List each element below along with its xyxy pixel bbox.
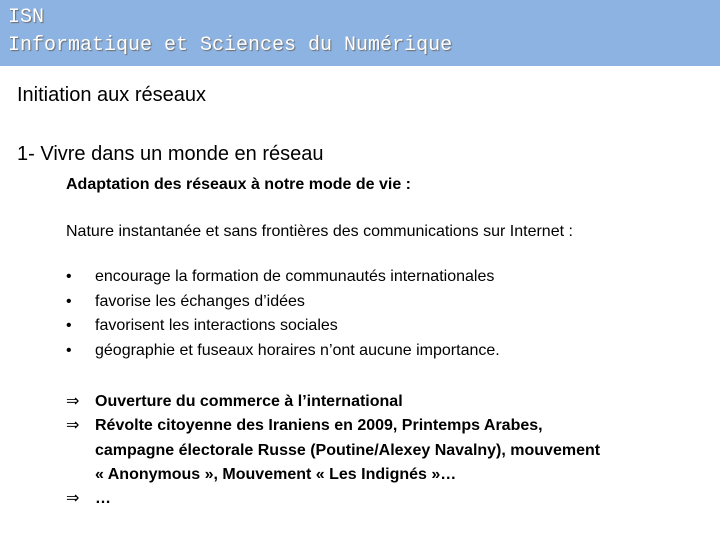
course-full-title: Informatique et Sciences du Numérique xyxy=(8,34,453,57)
conclusion-line: « Anonymous », Mouvement « Les Indignés »… xyxy=(95,465,457,483)
list-item xyxy=(66,342,500,367)
bullet-icon: • xyxy=(66,268,72,285)
implies-arrow-icon: ⇒ xyxy=(66,393,80,410)
bullet-text: encourage la formation de communautés internationales xyxy=(95,268,495,285)
bullet-list xyxy=(66,268,500,366)
implies-arrow-icon: ⇒ xyxy=(66,490,80,508)
section-title: 1- Vivre dans un monde en réseau xyxy=(17,143,324,165)
conclusion-item xyxy=(66,487,600,511)
bullet-text: favorise les échanges d’idées xyxy=(95,292,305,310)
list-item xyxy=(66,268,500,293)
conclusion-line: Révolte citoyenne des Iraniens en 2009, Printemps Arabes, xyxy=(95,417,543,435)
title-banner xyxy=(0,0,720,66)
conclusion-list xyxy=(66,390,600,511)
conclusion-item xyxy=(66,390,600,414)
conclusion-line: … xyxy=(95,490,111,508)
bullet-icon: • xyxy=(66,292,72,310)
course-acronym: ISN xyxy=(8,6,45,29)
nature-text: Nature instantanée et sans frontières des communications sur Internet : xyxy=(66,223,573,240)
conclusion-line: campagne électorale Russe (Poutine/Alexey Navalny), mouvement xyxy=(95,441,601,459)
bullet-text: favorisent les interactions sociales xyxy=(95,317,338,334)
conclusion-item xyxy=(66,414,600,487)
bullet-text: géographie et fuseaux horaires n’ont aucune importance. xyxy=(95,341,500,359)
implies-arrow-icon: ⇒ xyxy=(66,417,80,435)
slide-subtitle: Initiation aux réseaux xyxy=(17,84,207,106)
list-item xyxy=(66,317,500,342)
bullet-icon: • xyxy=(66,317,72,334)
list-item xyxy=(66,293,500,318)
adaptation-heading: Adaptation des réseaux à notre mode de vie : xyxy=(66,176,411,193)
conclusion-line: Ouverture du commerce à l’international xyxy=(95,393,403,410)
bullet-icon: • xyxy=(66,341,72,359)
